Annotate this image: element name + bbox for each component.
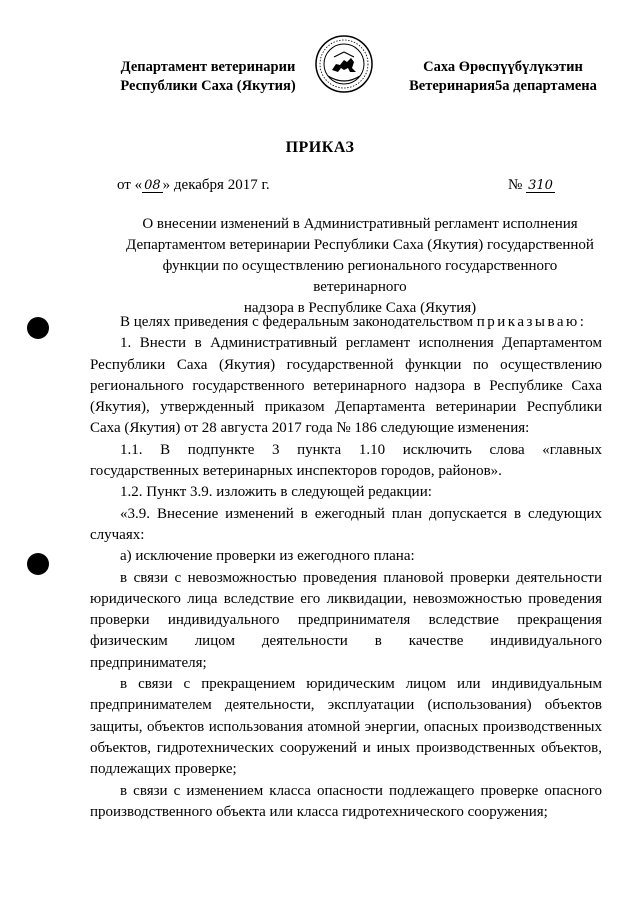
order-subject (120, 214, 600, 319)
header-left-org (108, 58, 308, 96)
paragraph-a-1: в связи с невозможностью проведения плановой проверки деятельности юридического лица вследствие его ликвидации, невозможностью проведения проверки индивидуального предпринимателя вследствие прекращения физическим лицом деятельности в качестве индивидуального предпринимателя; (90, 569, 602, 671)
header-right-line2: Ветеринария5а департамена (409, 78, 597, 94)
document-title: ПРИКАЗ (285, 139, 355, 156)
paragraph-1-2: 1.2. Пункт 3.9. изложить в следующей редакции: (120, 484, 432, 501)
intro-paragraph (90, 312, 602, 333)
header-left-line2: Республики Саха (Якутия) (120, 78, 296, 94)
subject-line-1: О внесении изменений в Административный регламент исполнения (142, 216, 578, 232)
header-left-line1: Департамент ветеринарии (120, 59, 296, 75)
republic-emblem-icon (314, 34, 374, 94)
paragraph-a: а) исключение проверки из ежегодного плана: (120, 548, 415, 565)
paragraph-a-2: в связи с прекращением юридическим лицом или индивидуальным предпринимателем деятельности, эксплуатации (использования) объектов защиты, объектов использования атомной энергии, опасных производственных объектов, гидротехнических сооружений и иных производственных объектов, подлежащих проверке; (90, 676, 602, 778)
subject-line-2: Департаментом ветеринарии Республики Саха (Якутия) государственной (126, 237, 594, 253)
subject-line-3: функции по осуществлению регионального государственного ветеринарного (162, 258, 558, 295)
paragraph-1: 1. Внести в Административный регламент исполнения Департаментом Республики Саха (Якутия) государственной функции по осуществлению регионального государственного ветеринарного надзора в Республике Саха (Якутия), утвержденный приказом Департамента ветеринарии Республики Саха (Якутия) от 28 августа 2017 года № 186 следующие изменения: (90, 335, 602, 437)
number-prefix: № (508, 177, 523, 193)
intro-order-word: приказываю: (476, 314, 587, 330)
date-day-handwritten: 08 (144, 178, 161, 193)
paragraph-a-3: в связи с изменением класса опасности подлежащего проверке опасного производственного объекта или класса гидротехнического сооружения; (90, 782, 602, 820)
paragraph-1-1: 1.1. В подпункте 3 пункта 1.10 исключить слова «главных государственных ветеринарных инспекторов городов, районов». (90, 441, 602, 480)
order-body (90, 312, 602, 823)
date-prefix: от « (117, 177, 143, 193)
date-suffix: » декабря 2017 г. (162, 177, 270, 193)
subject-line-4: надзора в Республике Саха (Якутия) (243, 300, 477, 316)
order-date (117, 177, 270, 194)
punch-hole-top (27, 317, 49, 339)
order-number (508, 177, 555, 194)
header-right-org (398, 58, 608, 96)
intro-text: В целях приведения с федеральным законодательством (120, 314, 477, 330)
punch-hole-bottom (27, 553, 49, 575)
paragraph-3-9: «3.9. Внесение изменений в ежегодный план допускается в следующих случаях: (90, 505, 602, 543)
header-right-line1: Саха Өрөспүүбүлүкэтин (423, 59, 583, 75)
number-handwritten: 310 (528, 178, 553, 193)
